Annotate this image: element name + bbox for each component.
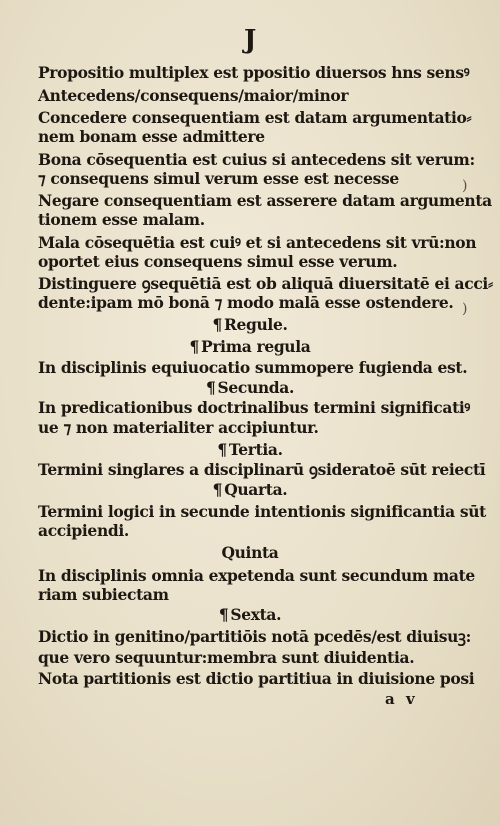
text-line-11: Distinguere ꝯsequētiā est ob aliquā diuersitatē ei acci⸗: [38, 274, 493, 293]
heading-regule: ¶ Regule.: [212, 315, 288, 334]
heading-quinta: Quinta: [221, 543, 279, 562]
rule-4-text-line-2: accipiendi.: [38, 521, 129, 540]
heading-tertia: ¶ Tertia.: [217, 440, 283, 459]
pilcrow-mark: ¶: [205, 378, 216, 397]
heading-prima-regula: ¶ Prima regula: [189, 337, 311, 356]
text-line-9: Mala cōsequētia est cuiꝰ et si antecedens sit vrū:non: [38, 233, 477, 252]
rule-2-text-line-1: In predicationibus doctrinalibus termini significatiꝰ: [38, 398, 471, 417]
text-line-7: Negare consequentiam est asserere datam argumenta: [38, 191, 492, 210]
heading-sexta: ¶ Sexta.: [218, 605, 282, 624]
rule-3-text: Termini singlares a disciplinarū ꝯsideratoē sūt reiectī: [38, 460, 486, 479]
signature-mark: a v: [385, 690, 418, 708]
pilcrow-mark: ¶: [218, 605, 229, 624]
text-line-1: Propositio multiplex est ppositio diuersos hns sensꝰ: [38, 63, 470, 82]
rule-2-text-line-2: ue ⁊ non materialiter accipiuntur.: [38, 418, 319, 437]
rule-6-text-line-1: Dictio in genitino/partitiōis notā pcedēs/est diuisuꝫ:: [38, 627, 471, 646]
margin-mark: ): [462, 178, 468, 194]
page-header-letter: J: [244, 25, 256, 55]
text-line-8: tionem esse malam.: [38, 210, 205, 229]
margin-mark: ): [462, 301, 468, 317]
rule-6-text-line-2: que vero sequuntur:membra sunt diuidentia.: [38, 648, 415, 667]
rule-5-text-line-2: riam subiectam: [38, 585, 169, 604]
pilcrow-mark: ¶: [189, 337, 200, 356]
text-line-5: Bona cōsequentia est cuius si antecedens sit verum:: [38, 150, 475, 169]
heading-quarta: ¶ Quarta.: [212, 480, 288, 499]
rule-6-text-line-3: Nota partitionis est dictio partitiua in diuisione posi: [38, 669, 475, 688]
pilcrow-mark: ¶: [212, 315, 222, 334]
heading-secunda: ¶ Secunda.: [205, 378, 295, 397]
text-line-10: oportet eius consequens simul esse verum.: [38, 252, 398, 271]
text-line-4: nem bonam esse admittere: [38, 127, 265, 146]
text-line-6: ⁊ consequens simul verum esse est necesse: [38, 169, 399, 188]
text-line-3: Concedere consequentiam est datam argumentatio⸗: [38, 108, 472, 127]
pilcrow-mark: ¶: [217, 440, 227, 459]
rule-4-text-line-1: Termini logici in secunde intentionis significantia sūt: [38, 502, 486, 521]
rule-5-text-line-1: In disciplinis omnia expetenda sunt secundum mate: [38, 566, 475, 585]
pilcrow-mark: ¶: [212, 480, 223, 499]
text-line-12: dente:ipam mō bonā ⁊ modo malā esse ostendere.: [38, 293, 454, 312]
text-line-2: Antecedens/consequens/maior/minor: [38, 86, 349, 105]
rule-1-text: In disciplinis equiuocatio summopere fugienda est.: [38, 358, 468, 377]
